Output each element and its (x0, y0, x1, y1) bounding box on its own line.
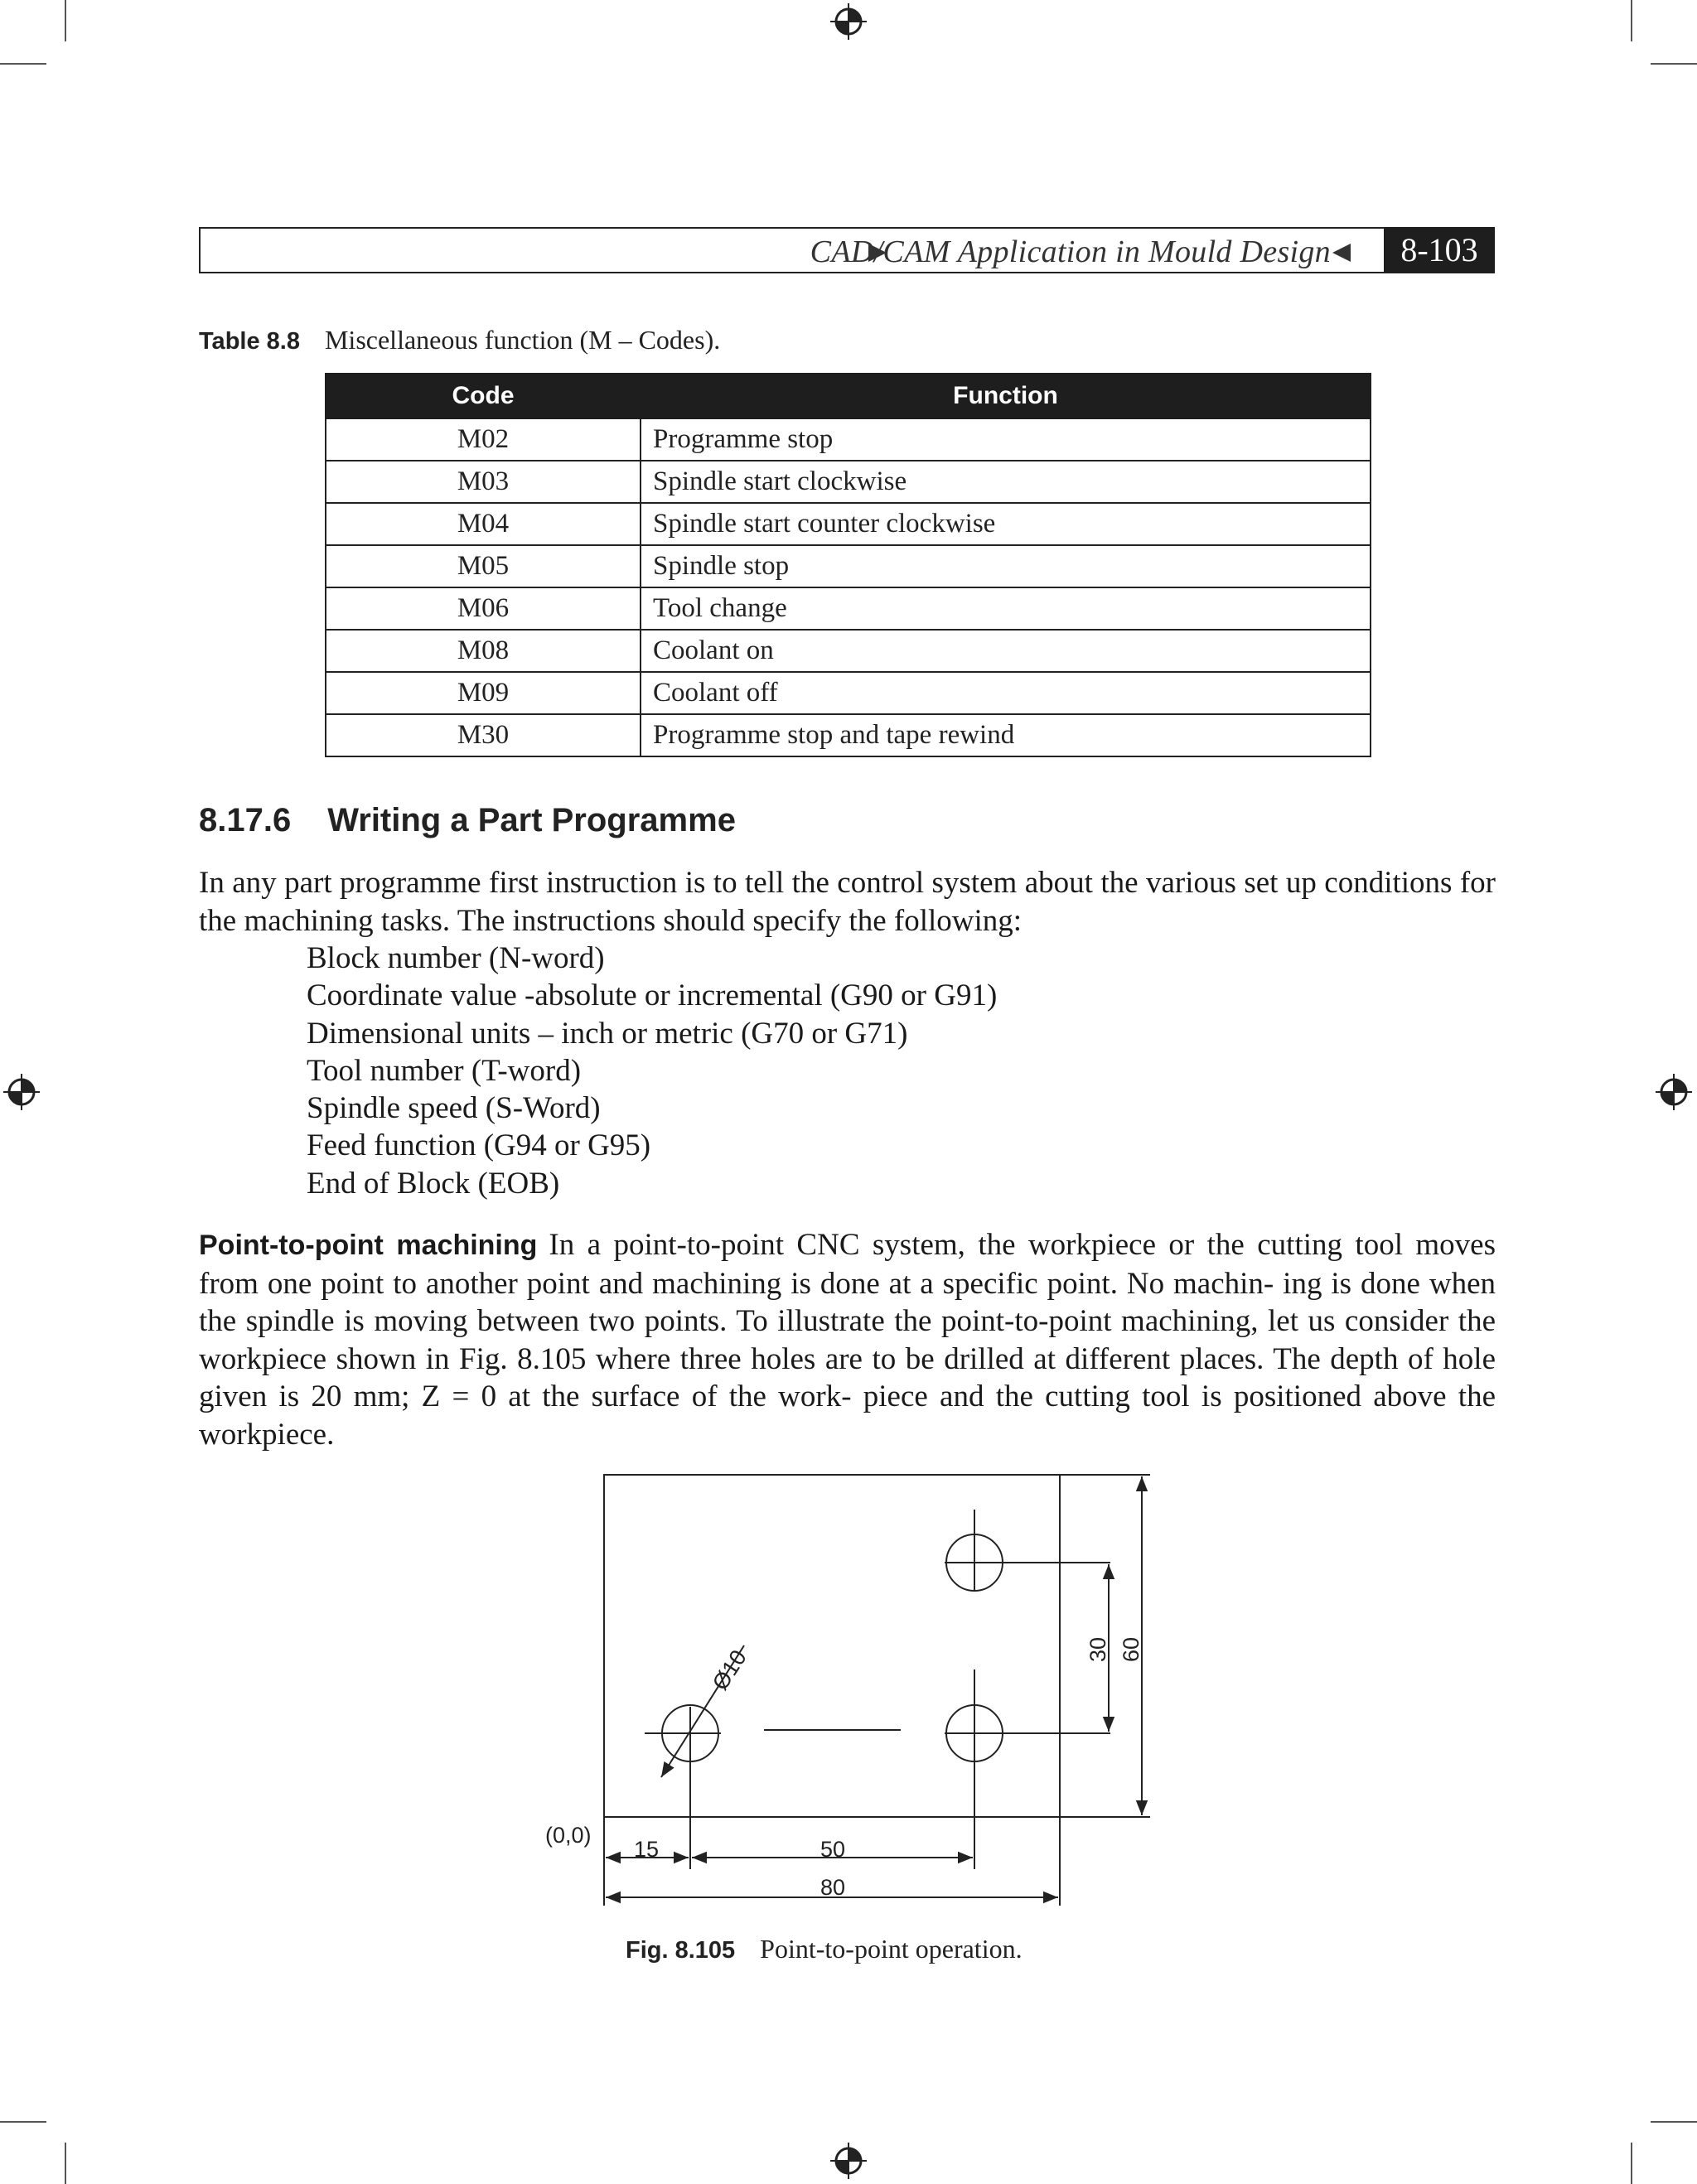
table-row (326, 545, 1371, 587)
crop-mark (1631, 2143, 1632, 2184)
registration-mark-icon (830, 3, 867, 40)
run-in-heading: Point-to-point machining (199, 1230, 538, 1261)
crop-mark (1631, 0, 1632, 41)
workpiece-outline (604, 1475, 1060, 1817)
code-cell: M03 (326, 461, 641, 503)
hole (662, 1705, 718, 1761)
function-cell: Coolant on (641, 630, 1371, 672)
function-cell: Programme stop and tape rewind (641, 714, 1371, 756)
dimension-label-50: 50 (820, 1837, 846, 1862)
code-cell: M09 (326, 672, 641, 714)
point-to-point-paragraph (199, 1226, 1496, 1453)
list-item: Tool number (T-word) (307, 1053, 582, 1088)
table-row (326, 461, 1371, 503)
dimension-label-15: 15 (634, 1837, 660, 1862)
crop-mark (1651, 63, 1697, 65)
crop-mark (0, 63, 46, 65)
registration-mark-icon (3, 1074, 40, 1110)
list-item: End of Block (EOB) (307, 1166, 560, 1201)
code-cell: M05 (326, 545, 641, 587)
function-cell: Spindle stop (641, 545, 1371, 587)
table-caption (199, 325, 720, 355)
dimension-label-30: 30 (1085, 1636, 1110, 1662)
function-cell: Coolant off (641, 672, 1371, 714)
table-header-row (326, 374, 1371, 418)
section-number: 8.17.6 (199, 802, 292, 838)
code-cell: M04 (326, 503, 641, 545)
code-cell: M30 (326, 714, 641, 756)
crop-mark (65, 2143, 66, 2184)
function-cell: Programme stop (641, 418, 1371, 461)
setup-list (307, 940, 997, 1202)
table-row (326, 503, 1371, 545)
running-title: CAD/CAM Application in Mould Design (810, 234, 1331, 269)
diameter-leader (661, 1645, 744, 1777)
list-item: Dimensional units – inch or metric (G70 or G71) (307, 1016, 908, 1051)
crop-mark (1651, 2121, 1697, 2123)
figure-caption-text: Point-to-point operation. (760, 1934, 1023, 1964)
code-cell: M02 (326, 418, 641, 461)
code-cell: M08 (326, 630, 641, 672)
table-row (326, 587, 1371, 630)
section-heading (199, 802, 736, 839)
crop-mark (65, 0, 66, 41)
m-codes-table (325, 373, 1371, 757)
table-caption-text: Miscellaneous function (M – Codes). (324, 325, 721, 355)
registration-mark-icon (1656, 1074, 1692, 1110)
running-header (199, 227, 1495, 273)
figure-caption (626, 1934, 1023, 1964)
dimension-label-60: 60 (1119, 1636, 1143, 1662)
table-caption-number: Table 8.8 (199, 328, 300, 355)
crop-mark (0, 2121, 46, 2123)
page-number: 8-103 (1384, 227, 1495, 273)
list-item: Spindle speed (S-Word) (307, 1091, 601, 1126)
table-row (326, 714, 1371, 756)
left-triangle-icon (1332, 244, 1351, 262)
column-header-code: Code (326, 374, 641, 418)
figure-caption-number: Fig. 8.105 (626, 1937, 736, 1964)
function-cell: Tool change (641, 587, 1371, 630)
dimension-label-80: 80 (820, 1875, 846, 1900)
intro-paragraph: In any part programme first instruction is to tell the control system about the various set up conditions for the machining tasks. The instructions should specify the following: (199, 866, 1496, 938)
list-item: Block number (N-word) (307, 941, 605, 975)
table-row (326, 418, 1371, 461)
function-cell: Spindle start clockwise (641, 461, 1371, 503)
section-title: Writing a Part Programme (327, 802, 736, 838)
list-item: Coordinate value -absolute or incremental (G90 or G91) (307, 978, 998, 1013)
ptp-body: In a point-to-point CNC system, the workpiece or the cutting tool moves from one point to another point and machining is done at a specific point. No machin- ing is done when the spindle is moving between two points. To illustrate the point-to-point machining, let us consider the workpiece shown in Fig. 8.105 where three holes are to be drilled at different places. The depth of hole given is 20 mm; Z = 0 at the surface of the work- piece and the cutting tool is positioned above the workpiece. (199, 1228, 1496, 1452)
code-cell: M06 (326, 587, 641, 630)
table-row (326, 630, 1371, 672)
table-row (326, 672, 1371, 714)
column-header-function: Function (641, 374, 1371, 418)
list-item: Feed function (G94 or G95) (307, 1128, 651, 1163)
hole (946, 1705, 1003, 1761)
diameter-label: Ø10 (707, 1645, 752, 1695)
hole (946, 1534, 1003, 1591)
origin-label: (0,0) (545, 1823, 592, 1848)
registration-mark-icon (830, 2143, 867, 2179)
function-cell: Spindle start counter clockwise (641, 503, 1371, 545)
